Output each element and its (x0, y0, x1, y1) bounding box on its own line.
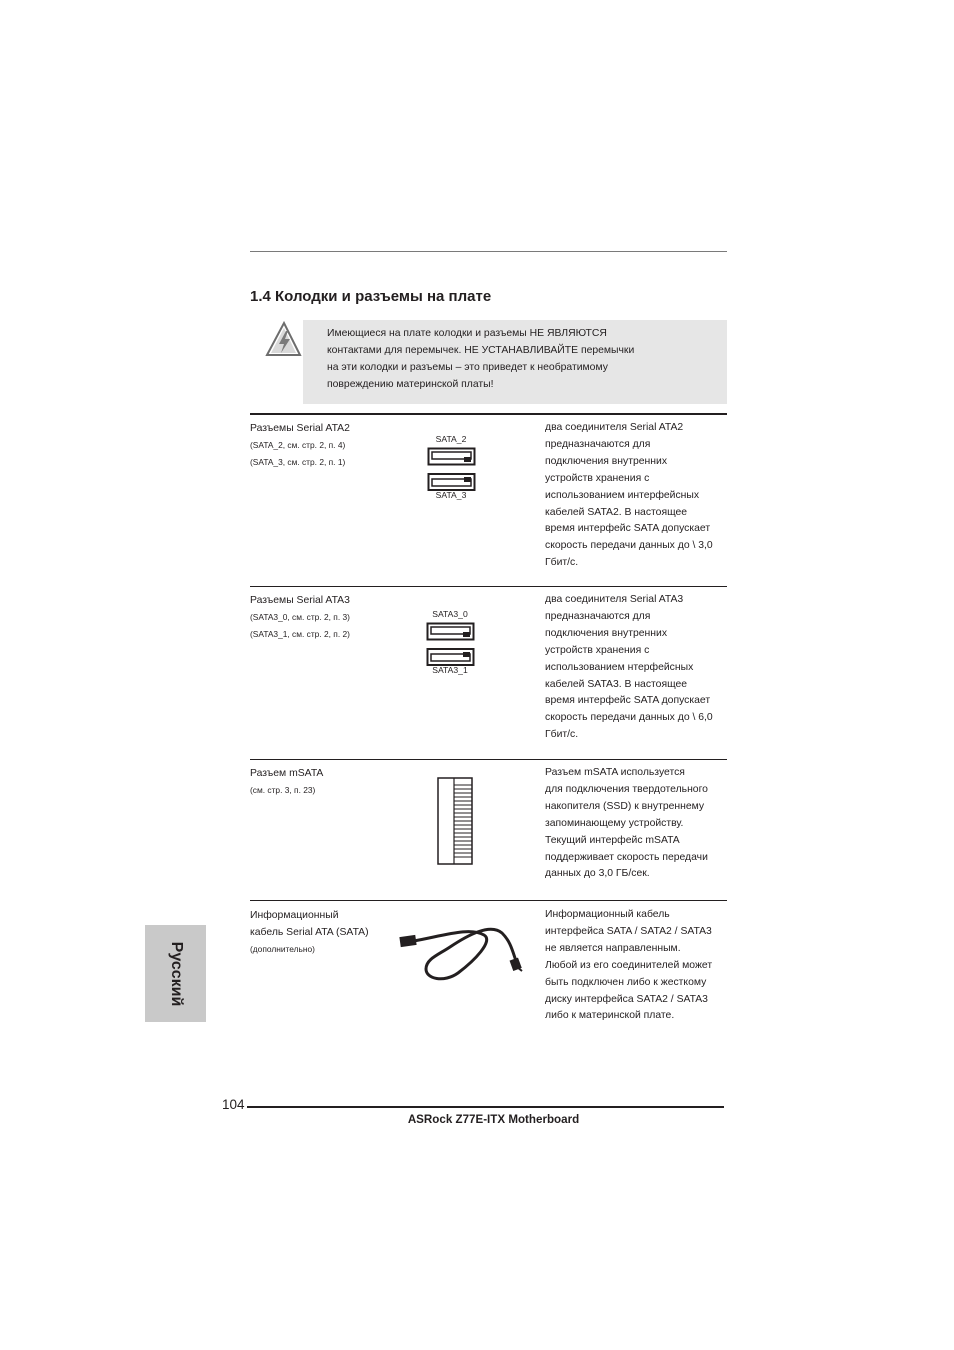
warning-line: контактами для перемычек. НЕ УСТАНАВЛИВАЙТЕ перемычки (327, 345, 635, 356)
item-description (545, 592, 730, 744)
desc-line: Разъем mSATA используется (545, 767, 685, 778)
desc-line: подключения внутренних (545, 627, 668, 639)
msata-connector-icon (437, 777, 474, 871)
item-sata2-label (250, 420, 350, 471)
footer-rule (247, 1106, 724, 1108)
sata-connector-icon (427, 447, 477, 496)
top-divider (250, 251, 727, 252)
desc-line: интерфейса SATA / SATA2 / SATA3 (545, 925, 712, 937)
item-ref: (SATA_2, см. стр. 2, п. 4) (250, 440, 346, 450)
row-divider (250, 900, 727, 901)
desc-line: время интерфейс SATA допускает (545, 695, 711, 707)
desc-line: использованием нтерфейсных (545, 661, 694, 673)
connector-label: SATA3_1 (432, 665, 468, 675)
desc-line: Любой из его соединителей может (545, 959, 713, 971)
table-top-rule (250, 413, 727, 415)
sata-connector-icon (426, 622, 476, 671)
desc-line: устройств хранения с (545, 644, 650, 656)
language-side-tab-label: Русский (167, 941, 185, 1006)
sata-cable-icon (398, 917, 524, 988)
desc-line: поддерживает скорость передачи (545, 851, 708, 863)
connector-label: SATA_2 (435, 434, 467, 444)
desc-line: диску интерфейса SATA2 / SATA3 (545, 993, 708, 1005)
warning-text (327, 325, 717, 393)
section-title: 1.4 Колодки и разъемы на плате (250, 288, 492, 305)
desc-line: быть подключен либо к жесткому (545, 976, 707, 988)
item-ref: (SATA3_1, см. стр. 2, п. 2) (250, 629, 350, 639)
item-title: кабель Serial ATA (SATA) (250, 927, 369, 938)
desc-line: два соединителя Serial ATA2 (545, 422, 684, 433)
desc-line: запоминающему устройству. (545, 817, 684, 829)
item-msata-label (250, 765, 323, 799)
desc-line: скорость передачи данных до \ 3,0 (545, 540, 713, 552)
desc-line: предназначаются для (545, 610, 651, 622)
desc-line: накопителя (SSD) к внутреннему (545, 800, 705, 812)
warning-line: Имеющиеся на плате колодки и разъемы НЕ ЯВЛЯЮТСЯ (327, 328, 607, 339)
desc-line: данных до 3,0 ГБ/сек. (545, 868, 650, 880)
item-description (545, 420, 730, 572)
desc-line: не является направленным. (545, 942, 681, 954)
item-ref: (SATA_3, см. стр. 2, п. 1) (250, 457, 346, 467)
desc-line: два соединителя Serial ATA3 (545, 594, 684, 605)
footer-product-name: ASRock Z77E-ITX Motherboard (407, 1113, 580, 1126)
desc-line: использованием интерфейсных (545, 489, 700, 501)
item-sata3-label (250, 592, 350, 643)
item-ref: (SATA3_0, см. стр. 2, п. 3) (250, 612, 350, 622)
desc-line: время интерфейс SATA допускает (545, 523, 711, 535)
warning-icon (262, 319, 304, 359)
row-divider (250, 586, 727, 587)
desc-line: устройств хранения с (545, 472, 650, 484)
desc-line: Текущий интерфейс mSATA (545, 834, 680, 846)
page-number: 104 (222, 1097, 245, 1112)
language-side-tab (145, 925, 206, 1022)
warning-line: на эти колодки и разъемы – это приведет к необратимому (327, 362, 608, 373)
desc-line: кабелей SATA2. В настоящее (545, 506, 688, 518)
connector-label: SATA_3 (435, 490, 467, 500)
item-title: Разъем mSATA (250, 768, 324, 779)
item-title: Разъемы Serial ATA2 (250, 423, 350, 434)
desc-line: либо к материнской плате. (545, 1010, 675, 1022)
row-divider (250, 759, 727, 760)
item-title: Информационный (250, 910, 339, 921)
desc-line: скорость передачи данных до \ 6,0 (545, 712, 713, 724)
desc-line: Информационный кабель (545, 909, 670, 920)
item-cable-label (250, 907, 369, 958)
desc-line: Гбит/с. (545, 729, 579, 741)
warning-line: повреждению материнской платы! (327, 379, 494, 390)
item-description (545, 907, 730, 1025)
desc-line: Гбит/с. (545, 557, 579, 569)
desc-line: предназначаются для (545, 438, 651, 450)
desc-line: подключения внутренних (545, 455, 668, 467)
item-ref: (см. стр. 3, п. 23) (250, 785, 316, 795)
item-description (545, 765, 730, 883)
desc-line: для подключения твердотельного (545, 783, 708, 795)
item-ref: (дополнительно) (250, 944, 315, 954)
connector-label: SATA3_0 (432, 609, 468, 619)
desc-line: кабелей SATA3. В настоящее (545, 678, 688, 690)
item-title: Разъемы Serial ATA3 (250, 595, 350, 606)
